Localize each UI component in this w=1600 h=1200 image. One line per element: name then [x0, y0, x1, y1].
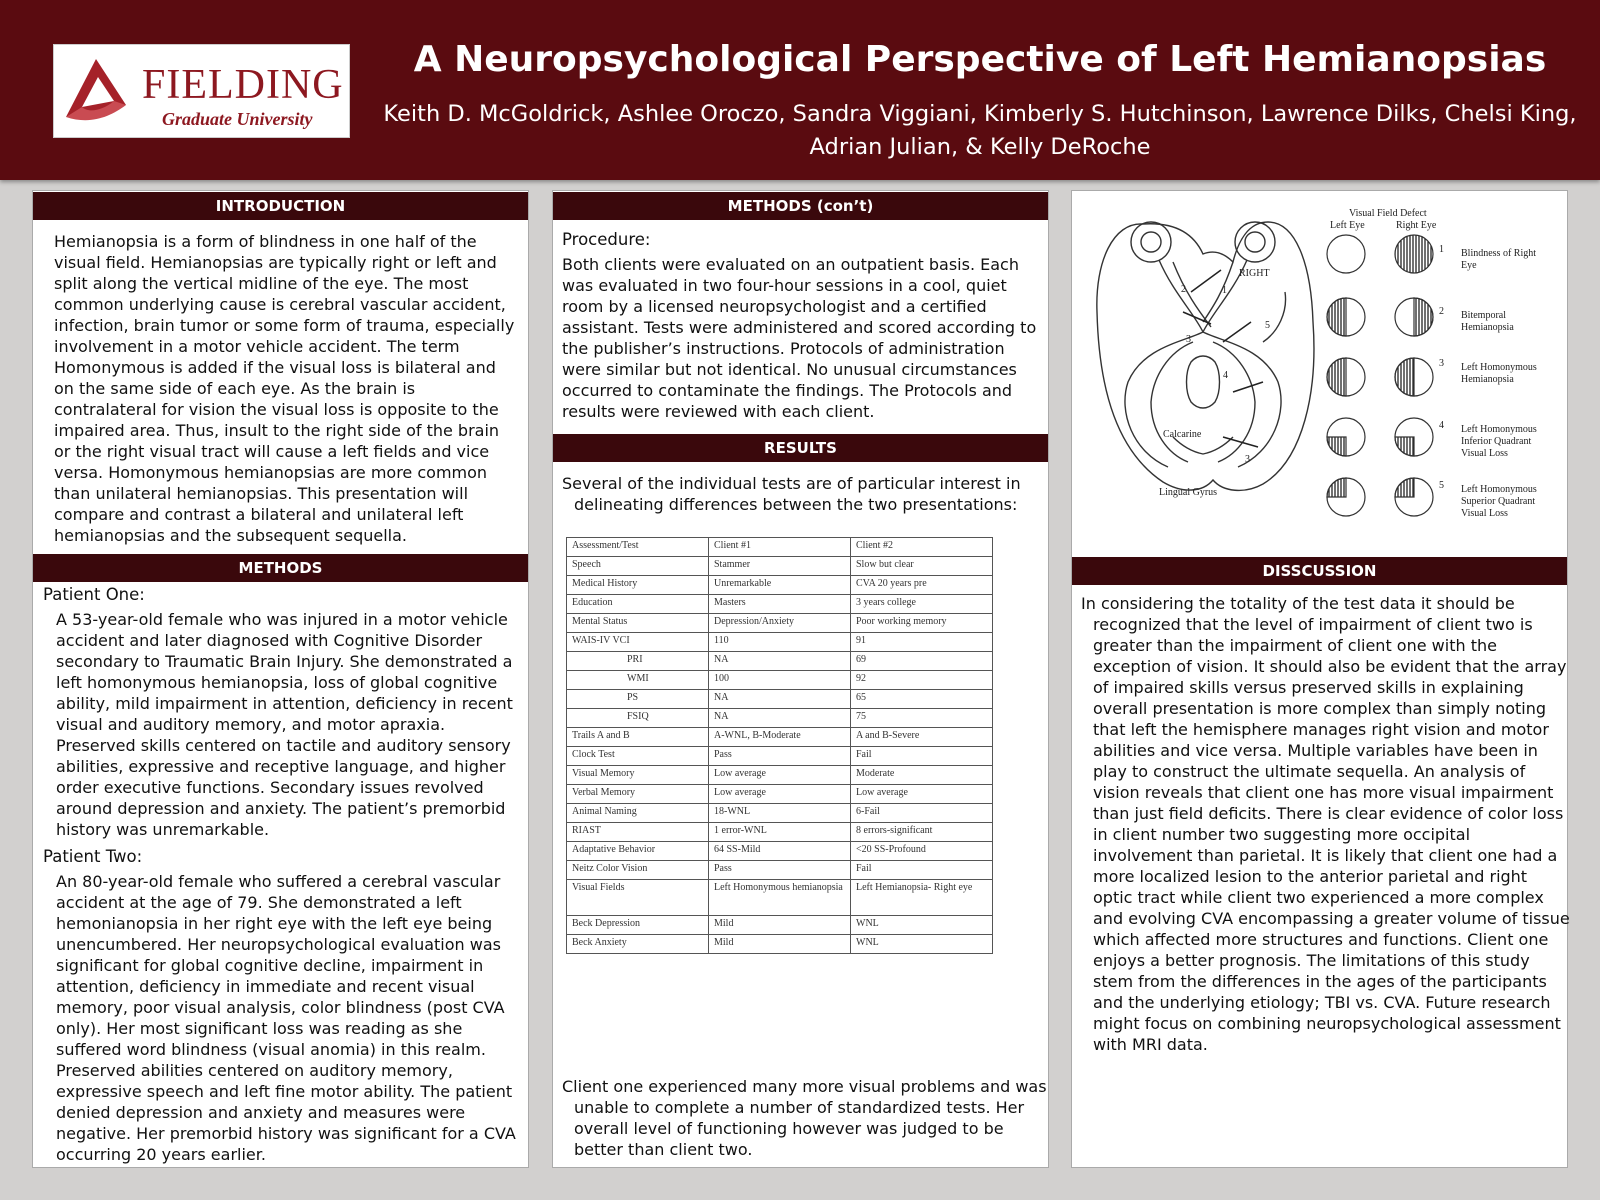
results-table-header [567, 538, 993, 557]
table-cell-c1: Mild [709, 916, 851, 935]
vf-defect-label: Bitemporal Hemianopsia [1461, 310, 1514, 333]
table-cell-test: Animal Naming [567, 804, 709, 823]
table-cell-test: Medical History [567, 576, 709, 595]
table-cell-c1: Unremarkable [709, 576, 851, 595]
patient-two-text: An 80-year-old female who suffered a cerebral vascular accident at the age of 79. She demonstrated a left hemonianopsia in her right eye with the left eye being unencumbered. Her neuropsychological evaluation was significant for global cognitive decline, impairment in attention, deficiency in immediate and recent visual memory, poor visual analysis, color blindness (post CVA only). Her most significant loss was reading as she suffered word blindness (visual anomia) in this realm. Preserved abilities centered on auditory memory, expressive speech and left fine motor ability. The patient denied depression and anxiety and measures were negative. Her premorbid history was significant for a CVA occurring 20 years earlier. [56, 872, 516, 1164]
table-row [567, 823, 993, 842]
procedure-text: Both clients were evaluated on an outpatient basis. Each was evaluated in two four-hour sessions in a cool, quiet room by a licensed neuropsychologist and a certified assistant. Tests were administered and scored according to the publisher’s instructions. Protocols of administration were similar but not identical. No unusual circumstances occurred to contaminate the findings. The Protocols and results were reviewed with each client. [562, 255, 1037, 421]
brain-calcarine-label: Calcarine [1163, 429, 1202, 440]
brain-number-2: 2 [1181, 284, 1186, 295]
discussion-text: In considering the totality of the test data it should be recognized that the level of impairment of client two is greater than the impairment of client one with the exception of vision. It should also be evident that the array of impaired skills versus preserved skills in explaining overall presentation is more complex than simply noting that left the hemisphere manages right vision and motor abilities and vice versa. Multiple variables have been in play to construct the ultimate sequella. An analysis of vision reveals that client one has more visual impairment than just field deficits. There is clear evidence of color loss in client number two suggesting more occipital involvement than parietal. It is likely that client one had a more localized lesion to the anterior parietal and right optic tract while client two experienced a more complex and evolving CVA encompassing a greater volume of tissue which affected more structures and functions. Client one enjoys a better prognosis. The limitations of this study stem from the differences in the ages of the participants and the underlying etiology; TBI vs. CVA. Future research might focus on combining neuropsychological assessment with MRI data. [1081, 594, 1570, 1054]
results-closing: Client one experienced many more visual problems and was unable to complete a number of standardized tests. Her overall level of functioning however was judged to be better than client two. [562, 1077, 1047, 1159]
vf-defect-number: 2 [1439, 306, 1444, 317]
table-row [567, 652, 993, 671]
poster-title: A Neuropsychological Perspective of Left Hemianopsias [413, 39, 1547, 80]
table-row [567, 595, 993, 614]
middle-column-panel [552, 190, 1049, 1168]
brain-lingual-label: Lingual Gyrus [1159, 487, 1218, 498]
table-cell-test: Education [567, 595, 709, 614]
table-cell-c2: CVA 20 years pre [851, 576, 993, 595]
table-cell-test: Visual Memory [567, 766, 709, 785]
table-cell-test: Visual Fields [567, 880, 709, 916]
table-cell-test: PS [567, 690, 709, 709]
table-cell-test: Trails A and B [567, 728, 709, 747]
table-cell-c2: 3 years college [851, 595, 993, 614]
results-table [566, 537, 993, 954]
table-cell-c2: WNL [851, 935, 993, 954]
table-cell-c2: Fail [851, 747, 993, 766]
table-cell-c2: 91 [851, 633, 993, 652]
visual-field-circles [1327, 235, 1433, 516]
table-cell-test: Mental Status [567, 614, 709, 633]
patient-one-label: Patient One: [43, 585, 145, 604]
vf-defect-number: 1 [1439, 244, 1444, 255]
table-row [567, 766, 993, 785]
table-row [567, 690, 993, 709]
brain-right-label: RIGHT [1239, 268, 1270, 279]
table-row [567, 935, 993, 954]
table-cell-test: Beck Depression [567, 916, 709, 935]
introduction-heading: INTRODUCTION [33, 192, 528, 220]
table-cell-c1: 100 [709, 671, 851, 690]
table-cell-c2: A and B-Severe [851, 728, 993, 747]
table-row [567, 880, 993, 916]
table-header-cell: Client #1 [709, 538, 851, 557]
table-row [567, 747, 993, 766]
table-cell-c2: 8 errors-significant [851, 823, 993, 842]
table-row [567, 785, 993, 804]
table-cell-c1: Stammer [709, 557, 851, 576]
table-cell-c1: Low average [709, 766, 851, 785]
poster-header [0, 0, 1600, 180]
table-row [567, 804, 993, 823]
results-table-wrapper [566, 537, 993, 954]
table-row [567, 916, 993, 935]
vf-right-eye: Right Eye [1396, 220, 1437, 231]
patient-one-text: A 53-year-old female who was injured in a motor vehicle accident and later diagnosed with Cognitive Disorder secondary to Traumatic Brain Injury. She demonstrated a left homonymous hemianopsia, loss of global cognitive ability, mild impairment in attention, deficiency in recent visual and auditory memory, and motor apraxia. Preserved skills centered on tactile and auditory sensory abilities, expressive and receptive language, and higher order executive functions. Secondary issues revolved around depression and anxiety. The patient’s premorbid history was unremarkable. [56, 610, 513, 839]
table-cell-c2: 69 [851, 652, 993, 671]
table-cell-c2: 75 [851, 709, 993, 728]
results-intro: Several of the individual tests are of particular interest in delineating differences between the two presentations: [562, 474, 1021, 514]
vf-defect-label: Left Homonymous Inferior Quadrant Visual Loss [1461, 424, 1537, 459]
table-row [567, 728, 993, 747]
discussion-heading: DISSCUSSION [1072, 557, 1567, 585]
table-row [567, 861, 993, 880]
table-cell-c2: <20 SS-Profound [851, 842, 993, 861]
table-header-cell: Client #2 [851, 538, 993, 557]
methods-heading: METHODS [33, 554, 528, 582]
table-row [567, 576, 993, 595]
table-cell-test: FSIQ [567, 709, 709, 728]
table-cell-test: Beck Anxiety [567, 935, 709, 954]
table-cell-test: PRI [567, 652, 709, 671]
table-row [567, 842, 993, 861]
visual-field-figure [1073, 192, 1566, 559]
table-cell-test: Clock Test [567, 747, 709, 766]
vf-defect-number: 4 [1439, 420, 1444, 431]
table-cell-c2: Fail [851, 861, 993, 880]
methods-cont-heading: METHODS (con’t) [553, 192, 1048, 220]
table-cell-c1: NA [709, 652, 851, 671]
vf-defect-label: Left Homonymous Superior Quadrant Visual Loss [1461, 484, 1537, 519]
table-cell-test: WAIS-IV VCI [567, 633, 709, 652]
table-cell-c1: Left Homonymous hemianopsia [709, 880, 851, 916]
table-row [567, 614, 993, 633]
table-cell-c1: NA [709, 709, 851, 728]
table-cell-test: Verbal Memory [567, 785, 709, 804]
table-cell-c1: Low average [709, 785, 851, 804]
table-row [567, 671, 993, 690]
procedure-label: Procedure: [562, 230, 651, 249]
table-cell-c1: Pass [709, 861, 851, 880]
table-cell-test: Adaptative Behavior [567, 842, 709, 861]
results-heading: RESULTS [553, 434, 1048, 462]
vf-defect-label: Left Homonymous Hemianopsia [1461, 362, 1537, 385]
table-cell-c2: Poor working memory [851, 614, 993, 633]
table-cell-test: WMI [567, 671, 709, 690]
brain-number-3: 3 [1186, 334, 1191, 345]
vf-title: Visual Field Defect [1349, 208, 1427, 219]
table-cell-c2: 6-Fail [851, 804, 993, 823]
table-cell-test: Speech [567, 557, 709, 576]
table-cell-c2: Moderate [851, 766, 993, 785]
table-cell-c1: A-WNL, B-Moderate [709, 728, 851, 747]
poster-authors: Keith D. McGoldrick, Ashlee Oroczo, Sandra Viggiani, Kimberly S. Hutchinson, Lawrence Dilks, Chelsi King, Adrian Julian, & Kelly DeRoche [383, 101, 1577, 160]
table-cell-test: Neitz Color Vision [567, 861, 709, 880]
table-cell-c2: Low average [851, 785, 993, 804]
brain-number-4: 4 [1223, 370, 1228, 381]
vf-defect-number: 3 [1439, 358, 1444, 369]
vf-defect-number: 5 [1439, 480, 1444, 491]
fielding-logo [53, 44, 350, 138]
table-cell-c1: Pass [709, 747, 851, 766]
left-column-panel [32, 190, 529, 1168]
brain-number-1: 1 [1222, 285, 1227, 296]
table-cell-c1: 110 [709, 633, 851, 652]
table-cell-c2: 65 [851, 690, 993, 709]
logo-name: FIELDING [142, 62, 344, 108]
introduction-text: Hemianopsia is a form of blindness in one half of the visual field. Hemianopsias are typically right or left and split along the vertical midline of the eye. The most common underlying cause is cerebral vascular accident, infection, brain tumor or some form of trauma, especially involvement in a motor vehicle accident. The term Homonymous is added if the visual loss is bilateral and on the same side of each eye. As the brain is contralateral for vision the visual loss is opposite to the impaired area. Thus, insult to the right side of the brain or the right visual tract will cause a left fields and vice versa. Homonymous hemianopsias are more common than unilateral hemianopsias. This presentation will compare and contrast a bilateral and unilateral left hemianopsias and the subsequent sequella. [54, 232, 515, 545]
brain-number-3b: 3 [1245, 454, 1250, 465]
table-cell-c2: WNL [851, 916, 993, 935]
table-row [567, 633, 993, 652]
table-cell-c2: 92 [851, 671, 993, 690]
logo-subtitle: Graduate University [162, 109, 313, 129]
table-cell-test: RIAST [567, 823, 709, 842]
table-cell-c1: Mild [709, 935, 851, 954]
brain-number-5: 5 [1265, 320, 1270, 331]
table-cell-c1: 1 error-WNL [709, 823, 851, 842]
table-cell-c1: 64 SS-Mild [709, 842, 851, 861]
vf-left-eye: Left Eye [1330, 220, 1365, 231]
table-row [567, 709, 993, 728]
patient-two-label: Patient Two: [43, 847, 143, 866]
right-column-panel [1071, 190, 1568, 1168]
table-cell-c1: 18-WNL [709, 804, 851, 823]
table-cell-c1: NA [709, 690, 851, 709]
table-row [567, 557, 993, 576]
table-cell-c2: Left Hemianopsia- Right eye [851, 880, 993, 916]
table-header-cell: Assessment/Test [567, 538, 709, 557]
brain-diagram [1097, 222, 1314, 490]
fielding-triangle-icon [60, 55, 130, 123]
table-cell-c1: Masters [709, 595, 851, 614]
table-cell-c1: Depression/Anxiety [709, 614, 851, 633]
vf-defect-label: Blindness of Right Eye [1461, 248, 1537, 271]
table-cell-c2: Slow but clear [851, 557, 993, 576]
